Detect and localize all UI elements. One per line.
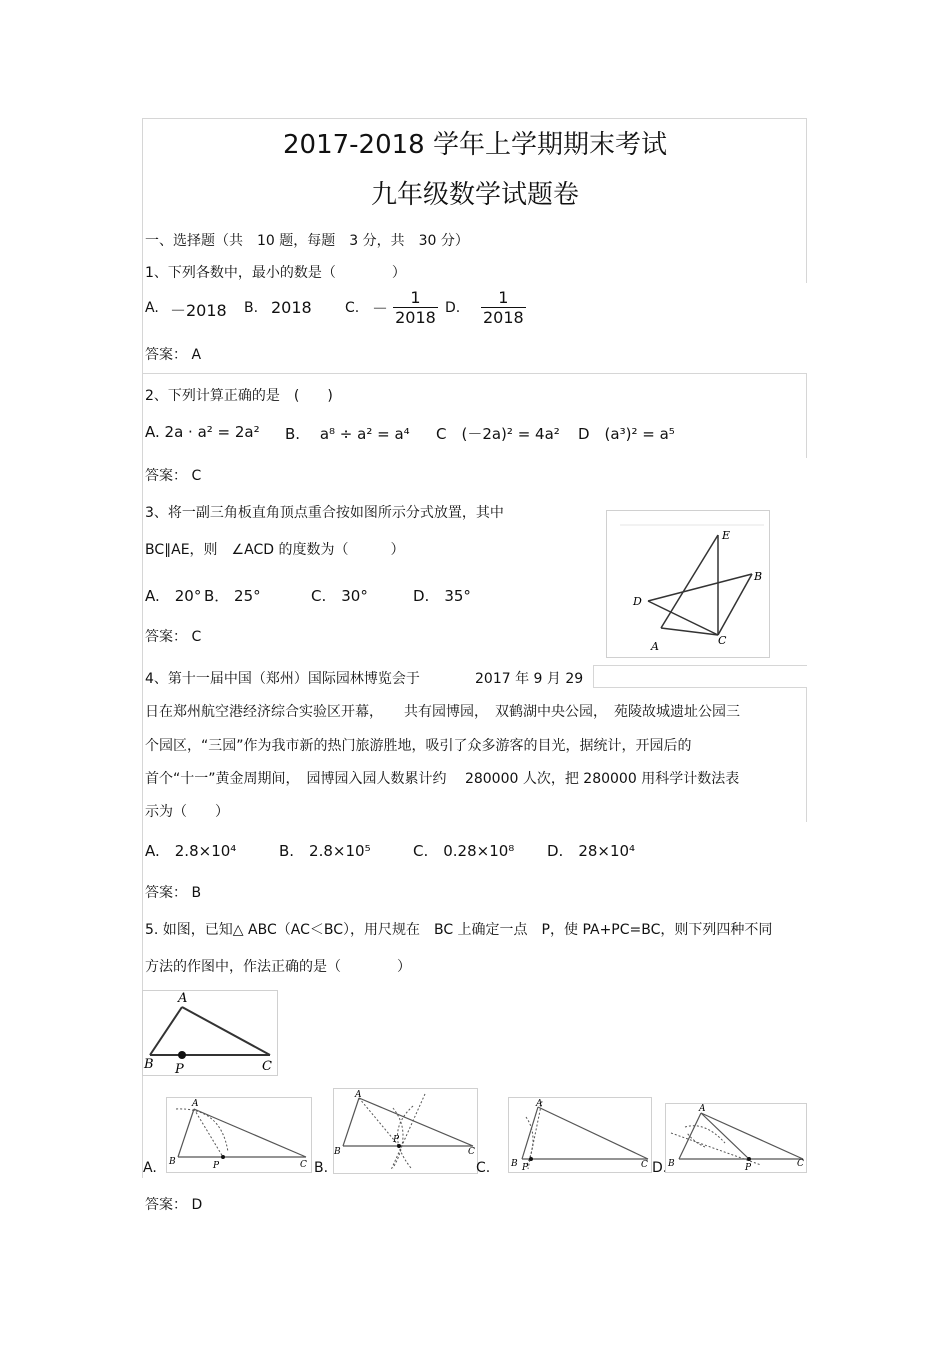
q5-c-label-p: P [522, 1163, 529, 1173]
q5-a-label-p: P [213, 1161, 220, 1171]
q4-option-b: B. 2.8×10⁵ [279, 842, 371, 860]
q1-option-a-label: A. [145, 300, 159, 316]
q5-c-label-b: B [511, 1159, 518, 1169]
q1-option-c-fraction [372, 288, 438, 327]
page-title: 2017-2018 学年上学期期末考试 [283, 130, 667, 160]
q5-line-1: 5. 如图，已知△ ABC（AC＜BC），用尺规在 BC 上确定一点 P，使 PA+PC=BC，则下列四种不同 [145, 922, 773, 938]
q1-option-a: －2018 [170, 301, 227, 320]
q5-main-label-a: A [178, 991, 188, 1006]
q5-main-ac [182, 1007, 270, 1055]
q5-a-point-p [221, 1155, 225, 1159]
q5-line-2: 方法的作图中，作法正确的是（ ） [145, 959, 411, 975]
frame-right-line-2 [806, 373, 807, 458]
q4-line-1b: 2017 年 9 月 29 [475, 671, 584, 687]
q4-line-1a: 4、第十一届中国（郑州）国际园林博览会于 [145, 671, 420, 687]
q5-c-point-p [529, 1157, 533, 1161]
q5-main-frame [143, 991, 278, 1076]
q1-option-d-label: D. [445, 300, 461, 316]
q5-option-d-figure [665, 1103, 807, 1173]
q5-main-ab [150, 1007, 182, 1055]
q5-b-ac [359, 1098, 473, 1146]
q2-answer: 答案： C [145, 468, 202, 484]
q1-option-d-fraction [481, 288, 526, 327]
q2-stem: 2、下列计算正确的是 ( ) [145, 388, 333, 404]
q2-option-a: A. 2a · a² = 2a² [145, 423, 260, 441]
q5-b-bisector [391, 1094, 425, 1170]
q5-a-ac [194, 1109, 306, 1157]
q3-segment-ae [661, 535, 718, 628]
q3-label-e: E [722, 529, 731, 542]
q1-option-d-numerator: 1 [481, 288, 526, 308]
q5-b-label-p: P [393, 1135, 400, 1145]
q3-option-c: C. 30° [311, 587, 368, 605]
section-heading: 一、选择题（共 10 题，每题 3 分，共 30 分） [145, 233, 469, 249]
q3-option-d: D. 35° [413, 587, 471, 605]
q1-option-c-frac [393, 288, 438, 327]
q5-b-label-c: C [468, 1147, 475, 1157]
q3-label-b: B [754, 570, 763, 583]
q5-d-label-c: C [797, 1159, 804, 1169]
q3-triangle-figure [606, 510, 770, 658]
q5-d-label-p: P [745, 1163, 752, 1173]
q4-line-5: 示为（ ） [145, 804, 229, 820]
q4-option-a: A. 2.8×10⁴ [145, 842, 237, 860]
q3-label-d: D [633, 595, 642, 608]
q5-c-label-a: A [536, 1099, 543, 1109]
q1-option-b: 2018 [271, 298, 312, 317]
q1-stem: 1、下列各数中，最小的数是（ ） [145, 265, 406, 281]
frame-q4-vline [593, 665, 594, 687]
q5-c-ac [538, 1107, 648, 1159]
q5-d-arc-2 [687, 1133, 705, 1147]
q5-main-label-c: C [262, 1059, 272, 1074]
q3-option-b: B． 25° [204, 587, 261, 605]
frame-q4-line [593, 665, 807, 666]
q5-d-label-b: B [668, 1159, 675, 1169]
q5-d-label-a: A [699, 1104, 706, 1114]
q5-a-frame [167, 1098, 312, 1173]
q5-option-c-label: C. [476, 1160, 491, 1176]
q5-d-frame [666, 1104, 807, 1173]
q5-main-figure [142, 990, 278, 1076]
q5-a-ab [178, 1109, 194, 1157]
q5-option-b-figure [333, 1088, 478, 1174]
frame-top-line [142, 118, 807, 119]
q5-c-label-c: C [641, 1160, 648, 1170]
q1-option-c-denominator: 2018 [395, 308, 436, 327]
q4-line-4: 首个“十一”黄金周期间， 园博园入园人数累计约 280000 人次，把 280000 用科学计数法表 [145, 771, 740, 787]
q5-d-point-p [747, 1157, 751, 1161]
q5-a-label-a: A [192, 1099, 199, 1109]
frame-q2-line [142, 373, 807, 374]
q5-option-a-label: A. [143, 1160, 157, 1176]
q4-option-c: C. 0.28×10⁸ [413, 842, 515, 860]
frame-right-line-3 [806, 687, 807, 822]
q5-d-ab [679, 1113, 701, 1159]
q5-option-d-label: D. [652, 1160, 668, 1176]
q5-option-a-figure [166, 1097, 312, 1173]
q5-answer: 答案： D [145, 1197, 203, 1213]
q1-option-c-label: C. [345, 300, 360, 316]
q3-segment-db [648, 574, 752, 601]
q5-option-b-label: B. [314, 1160, 329, 1176]
q1-option-d-frac [481, 288, 526, 327]
q5-a-label-b: B [169, 1157, 176, 1167]
q5-b-ab [343, 1098, 359, 1146]
q5-main-label-b: B [144, 1057, 154, 1072]
frame-q4-line-2 [593, 687, 807, 688]
q5-b-label-b: B [334, 1147, 341, 1157]
q2-option-d: D (a³)² = a⁵ [578, 425, 675, 443]
q1-option-b-label: B. [244, 300, 259, 316]
q5-option-c-figure [508, 1097, 652, 1173]
q1-option-d-denominator: 2018 [483, 308, 524, 327]
q4-line-2: 日在郑州航空港经济综合实验区开幕， 共有园博园， 双鹤湖中央公园， 苑陵故城遗址公园三 [145, 704, 740, 720]
q5-b-label-a: A [355, 1090, 362, 1100]
q5-a-arc [176, 1109, 228, 1152]
q3-option-a: A. 20° [145, 587, 202, 605]
q3-segment-bc [718, 574, 752, 635]
q2-option-b: B. a⁸ ÷ a² = a⁴ [285, 425, 410, 443]
q3-stem-line-1: 3、将一副三角板直角顶点重合按如图所示分式放置，其中 [145, 505, 504, 521]
q3-answer: 答案： C [145, 629, 202, 645]
q1-answer: 答案： A [145, 347, 202, 363]
q5-a-label-c: C [300, 1160, 307, 1170]
q5-d-ac [701, 1113, 803, 1159]
q1-option-c-sign: － [372, 299, 389, 318]
q4-option-d: D. 28×10⁴ [547, 842, 636, 860]
q2-option-c: C (－2a)² = 4a² [436, 425, 560, 443]
q4-line-3: 个园区，“三园”作为我市新的热门旅游胜地，吸引了众多游客的目光，据统计，开园后的 [145, 738, 692, 754]
q5-main-point-p [178, 1051, 186, 1059]
q3-label-c: C [718, 634, 727, 647]
q3-stem-line-2: BC∥AE，则 ∠ACD 的度数为（ ） [145, 542, 405, 558]
q3-segment-dc [648, 601, 718, 635]
q4-answer: 答案： B [145, 885, 202, 901]
q1-option-c-numerator: 1 [393, 288, 438, 308]
page-subtitle: 九年级数学试题卷 [370, 180, 579, 210]
q3-label-a: A [651, 640, 659, 653]
q5-main-label-p: P [175, 1062, 184, 1076]
